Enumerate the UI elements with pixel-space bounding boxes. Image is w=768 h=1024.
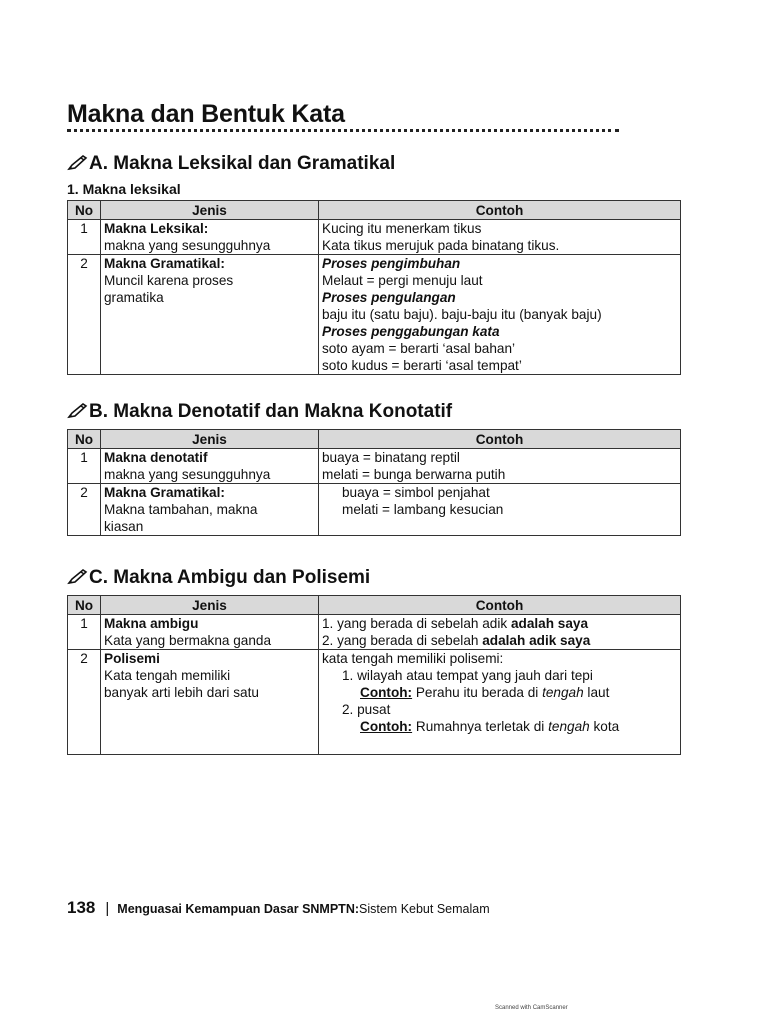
jenis-title: Makna ambigu — [104, 616, 199, 631]
header-contoh: Contoh — [319, 596, 681, 615]
jenis-title: Makna Leksikal: — [104, 221, 209, 236]
header-jenis: Jenis — [101, 596, 319, 615]
table-header-row — [68, 201, 681, 220]
jenis-cell — [101, 615, 319, 650]
process-heading: Proses pengulangan — [322, 290, 456, 305]
contoh-line: baju itu (satu baju). baju-baju itu (banyak baju) — [322, 307, 602, 322]
contoh-cell — [319, 615, 681, 650]
polisemi-item: 2. pusat — [342, 702, 391, 717]
table-header-row — [68, 430, 681, 449]
polisemi-example — [322, 684, 677, 701]
row-number: 1 — [68, 449, 101, 484]
example-text: kota — [589, 719, 620, 734]
example-text: laut — [583, 685, 610, 700]
contoh-cell — [319, 220, 681, 255]
section-a-subheading: 1. Makna leksikal — [67, 181, 181, 197]
polisemi-example — [322, 718, 677, 735]
table-a — [67, 200, 681, 375]
contoh-emphasis: adalah saya — [510, 616, 589, 631]
contoh-cell — [319, 650, 681, 755]
contoh-line: Kata tikus merujuk pada binatang tikus. — [322, 238, 560, 253]
title-dotted-rule — [67, 129, 619, 132]
row-number: 1 — [68, 220, 101, 255]
contoh-cell — [319, 449, 681, 484]
contoh-line: melati = lambang kesucian — [342, 502, 504, 517]
section-b-title: B. Makna Denotatif dan Makna Konotatif — [89, 401, 453, 422]
jenis-desc: makna yang sesungguhnya — [104, 467, 271, 482]
contoh-line: Kucing itu menerkam tikus — [322, 221, 482, 236]
contoh-line: Melaut = pergi menuju laut — [322, 273, 483, 288]
page-footer — [67, 898, 490, 918]
example-label: Contoh: — [360, 685, 413, 700]
process-heading: Proses pengimbuhan — [322, 256, 461, 271]
table-row — [68, 255, 681, 375]
row-number: 2 — [68, 255, 101, 375]
jenis-desc: Kata tengah memiliki — [104, 668, 231, 683]
contoh-line: melati = bunga berwarna putih — [322, 467, 506, 482]
example-emphasis: tengah — [542, 685, 584, 700]
book-title: Menguasai Kemampuan Dasar SNMPTN: — [117, 902, 360, 916]
header-no: No — [68, 201, 101, 220]
jenis-title: Makna Gramatikal: — [104, 485, 225, 500]
jenis-desc: Muncil karena proses — [104, 273, 234, 288]
contoh-line: soto ayam = berarti ‘asal bahan’ — [322, 341, 516, 356]
jenis-desc: makna yang sesungguhnya — [104, 238, 271, 253]
section-c-heading — [67, 567, 370, 589]
book-subtitle: Sistem Kebut Semalam — [359, 902, 490, 916]
example-text: Perahu itu berada di — [412, 685, 543, 700]
header-no: No — [68, 596, 101, 615]
pencil-icon — [67, 155, 89, 171]
jenis-cell — [101, 449, 319, 484]
section-b-heading — [67, 401, 452, 423]
pencil-icon — [67, 569, 89, 585]
example-emphasis: tengah — [548, 719, 590, 734]
contoh-line — [322, 615, 677, 632]
table-row — [68, 449, 681, 484]
jenis-desc: kiasan — [104, 519, 144, 534]
contoh-line — [322, 632, 677, 649]
header-jenis: Jenis — [101, 430, 319, 449]
table-b — [67, 429, 681, 536]
jenis-title: Makna denotatif — [104, 450, 208, 465]
section-a-heading — [67, 153, 395, 175]
contoh-cell — [319, 255, 681, 375]
pencil-icon — [67, 403, 89, 419]
polisemi-item: 1. wilayah atau tempat yang jauh dari tepi — [342, 668, 593, 683]
contoh-line: soto kudus = berarti ‘asal tempat’ — [322, 358, 522, 373]
scanner-watermark: Scanned with CamScanner — [495, 1005, 568, 1011]
contoh-plain: 1. yang berada di sebelah adik — [322, 616, 511, 631]
contoh-line: buaya = binatang reptil — [322, 450, 460, 465]
section-c-title: C. Makna Ambigu dan Polisemi — [89, 567, 371, 588]
jenis-cell — [101, 484, 319, 536]
process-heading: Proses penggabungan kata — [322, 324, 500, 339]
jenis-desc: Makna tambahan, makna — [104, 502, 258, 517]
row-number: 1 — [68, 615, 101, 650]
row-number: 2 — [68, 484, 101, 536]
jenis-desc: gramatika — [104, 290, 164, 305]
header-contoh: Contoh — [319, 430, 681, 449]
header-no: No — [68, 430, 101, 449]
header-contoh: Contoh — [319, 201, 681, 220]
footer-separator: | — [105, 900, 110, 917]
jenis-cell — [101, 650, 319, 755]
jenis-cell — [101, 255, 319, 375]
contoh-intro: kata tengah memiliki polisemi: — [322, 651, 504, 666]
jenis-title: Makna Gramatikal: — [104, 256, 225, 271]
table-row — [68, 220, 681, 255]
table-c — [67, 595, 681, 755]
row-number: 2 — [68, 650, 101, 755]
table-row — [68, 615, 681, 650]
jenis-title: Polisemi — [104, 651, 160, 666]
table-row — [68, 484, 681, 536]
example-text: Rumahnya terletak di — [412, 719, 549, 734]
header-jenis: Jenis — [101, 201, 319, 220]
contoh-line: buaya = simbol penjahat — [342, 485, 490, 500]
table-header-row — [68, 596, 681, 615]
contoh-plain: 2. yang berada di sebelah — [322, 633, 483, 648]
page-number: 138 — [67, 898, 96, 917]
jenis-cell — [101, 220, 319, 255]
jenis-desc: Kata yang bermakna ganda — [104, 633, 272, 648]
section-a-title: A. Makna Leksikal dan Gramatikal — [89, 153, 396, 174]
example-label: Contoh: — [360, 719, 413, 734]
table-row — [68, 650, 681, 755]
jenis-desc: banyak arti lebih dari satu — [104, 685, 259, 700]
contoh-emphasis: adalah adik saya — [482, 633, 591, 648]
page-title: Makna dan Bentuk Kata — [67, 100, 345, 128]
contoh-cell — [319, 484, 681, 536]
